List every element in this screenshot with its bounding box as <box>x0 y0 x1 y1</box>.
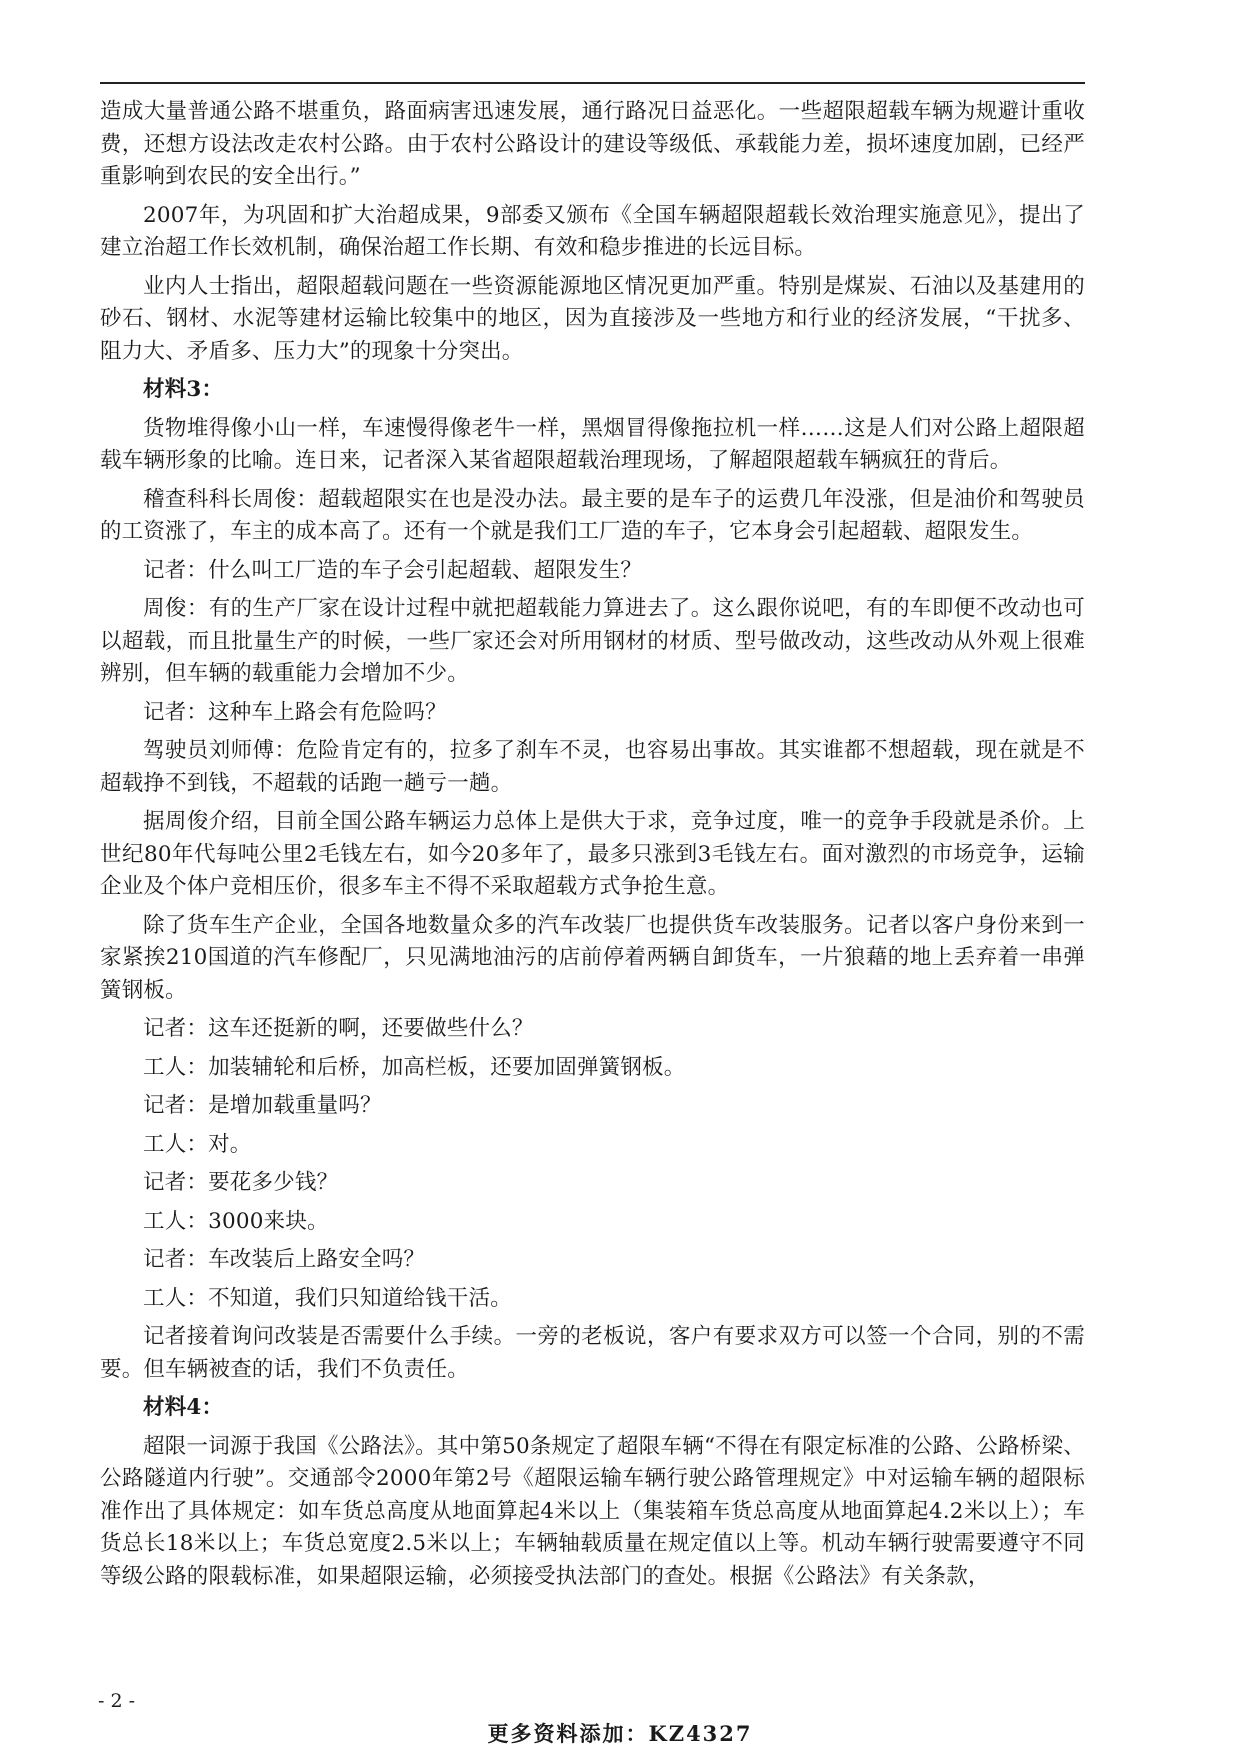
paragraph: 记者接着询问改装是否需要什么手续。一旁的老板说，客户有要求双方可以签一个合同，别的不需要。但车辆被查的话，我们不负责任。 <box>100 1324 1085 1382</box>
paragraph: 记者：这车还挺新的啊，还要做些什么？ <box>143 1016 534 1041</box>
page-number: - 2 - <box>98 1690 136 1712</box>
section-heading: 材料4： <box>143 1395 224 1420</box>
paragraph: 驾驶员刘师傅：危险肯定有的，拉多了刹车不灵，也容易出事故。其实谁都不想超载，现在就是不超载挣不到钱，不超载的话跑一趟亏一趟。 <box>100 738 1085 796</box>
paragraph: 记者：这种车上路会有危险吗？ <box>143 699 447 725</box>
paragraph: 工人：对。 <box>143 1131 252 1157</box>
paragraph: 据周俊介绍，目前全国公路车辆运力总体上是供大于求，竞争过度，唯一的竞争手段就是杀价。上世纪80年代每吨公里2毛钱左右，如今20多年了，最多只涨到3毛钱左右。面对激烈的市场竞争，运输企业及个体户竞相压价，很多车主不得不采取超载方式争抢生意。 <box>100 809 1085 899</box>
paragraph: 造成大量普通公路不堪重负，路面病害迅速发展，通行路况日益恶化。一些超限超载车辆为规避计重收费，还想方设法改走农村公路。由于农村公路设计的建设等级低、承载能力差，损坏速度加剧，已经严重影响到农民的安全出行。” <box>100 99 1085 189</box>
section-heading: 材料3： <box>143 377 224 402</box>
paragraph: 周俊：有的生产厂家在设计过程中就把超载能力算进去了。这么跟你说吧，有的车即便不改动也可以超载，而且批量生产的时候，一些厂家还会对所用钢材的材质、型号做改动，这些改动从外观上很难辨别，但车辆的载重能力会增加不少。 <box>100 596 1085 686</box>
paragraph: 工人：加装辅轮和后桥，加高栏板，还要加固弹簧钢板。 <box>143 1054 686 1080</box>
paragraph: 记者：车改装后上路安全吗？ <box>143 1247 426 1272</box>
paragraph: 记者：什么叫工厂造的车子会引起超载、超限发生？ <box>143 557 643 583</box>
paragraph: 2007年，为巩固和扩大治超成果，9部委又颁布《全国车辆超限超载长效治理实施意见》，提出了建立治超工作长效机制，确保治超工作长期、有效和稳步推进的长远目标。 <box>100 202 1085 260</box>
paragraph: 超限一词源于我国《公路法》。其中第50条规定了超限车辆“不得在有限定标准的公路、公路桥梁、公路隧道内行驶”。交通部令2000年第2号《超限运输车辆行驶公路管理规定》中对运输车辆的超限标准作出了具体规定：如车货总高度从地面算起4米以上（集装箱车货总高度从地面算起4.2米以上）；车货总长18米以上；车货总宽度2.5米以上；车辆轴载质量在规定值以上等。机动车辆行驶需要遵守不同等级公路的限载标准，如果超限运输，必须接受执法部门的查处。根据《公路法》有关条款， <box>100 1433 1085 1589</box>
paragraph: 记者：要花多少钱？ <box>143 1170 339 1195</box>
paragraph: 记者：是增加载重量吗？ <box>143 1093 382 1118</box>
header-rule <box>100 82 1085 84</box>
paragraph: 工人：3000来块。 <box>143 1208 329 1234</box>
paragraph: 稽查科科长周俊：超载超限实在也是没办法。最主要的是车子的运费几年没涨，但是油价和驾驶员的工资涨了，车主的成本高了。还有一个就是我们工厂造的车子，它本身会引起超载、超限发生。 <box>100 486 1085 544</box>
paragraph: 除了货车生产企业，全国各地数量众多的汽车改装厂也提供货车改装服务。记者以客户身份来到一家紧挨210国道的汽车修配厂，只见满地油污的店前停着两辆自卸货车，一片狼藉的地上丢弃着一串弹簧钢板。 <box>100 912 1085 1003</box>
footer-note: 更多资料添加：KZ4327 <box>487 1721 753 1746</box>
paragraph: 货物堆得像小山一样，车速慢得像老牛一样，黑烟冒得像拖拉机一样……这是人们对公路上超限超载车辆形象的比喻。连日来，记者深入某省超限超载治理现场，了解超限超载车辆疯狂的背后。 <box>100 415 1085 473</box>
document-body <box>100 96 1085 1599</box>
paragraph: 工人：不知道，我们只知道给钱干活。 <box>143 1285 512 1311</box>
paragraph: 业内人士指出，超限超载问题在一些资源能源地区情况更加严重。特别是煤炭、石油以及基建用的砂石、钢材、水泥等建材运输比较集中的地区，因为直接涉及一些地方和行业的经济发展，“干扰多、阻力大、矛盾多、压力大”的现象十分突出。 <box>100 273 1085 364</box>
